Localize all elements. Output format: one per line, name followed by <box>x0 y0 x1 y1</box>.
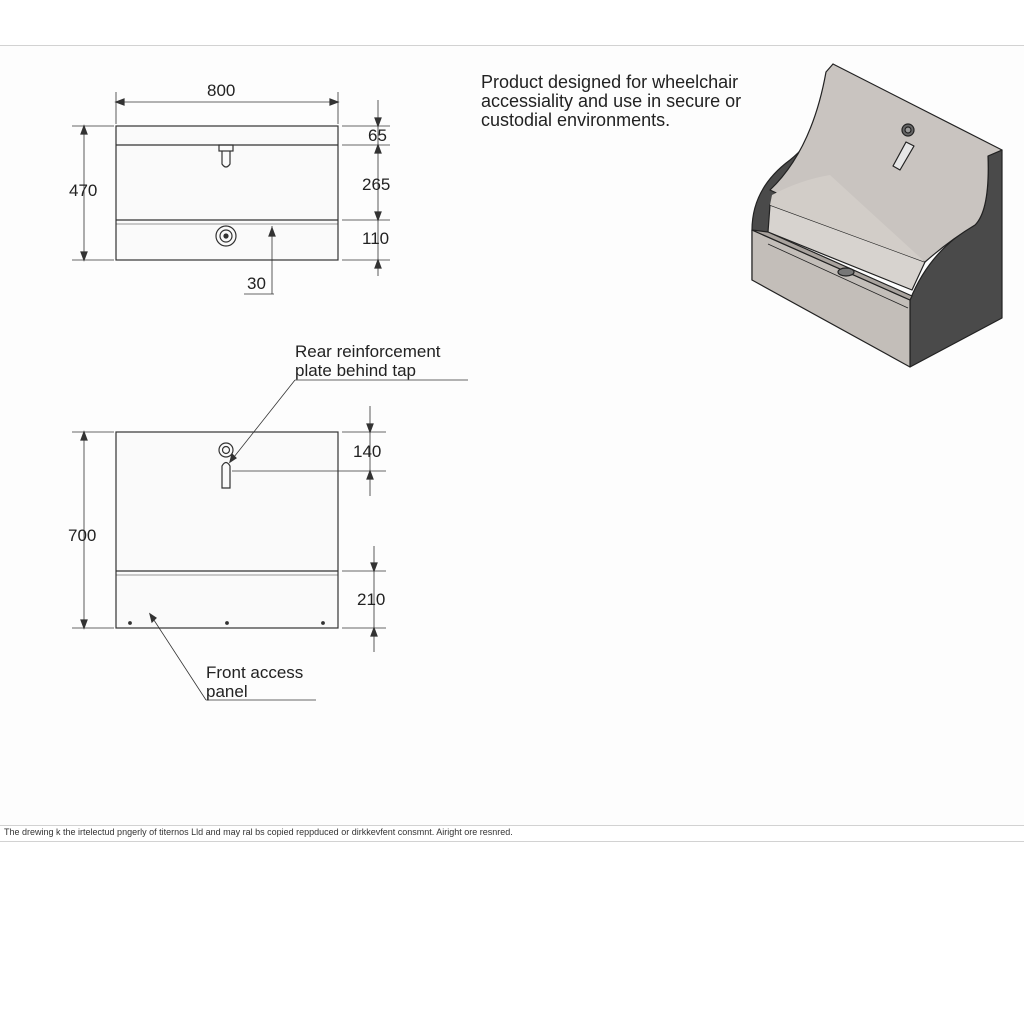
copyright-footer: The drewing k the irtelectud pngerly of titernos Lld and may ral bs copied reppduced or dirkkevfent consmnt. Airight ore resnred. <box>4 827 513 837</box>
dim-label-width: 800 <box>207 81 236 100</box>
footer-top-line <box>0 825 1024 826</box>
dim-label-waste-offset: 30 <box>247 274 266 293</box>
callout-rear-line2: plate behind tap <box>295 361 416 380</box>
note-line1: Product designed for wheelchair <box>481 72 739 92</box>
dim-label-panel: 210 <box>357 590 386 609</box>
dim-label-front: 110 <box>362 229 390 248</box>
note-line3: custodial environments. <box>481 110 671 130</box>
footer-bottom-line <box>0 841 1024 842</box>
dim-label-depth: 470 <box>69 181 98 200</box>
callout-panel-line1: Front access <box>206 663 304 682</box>
iso-waste <box>838 268 854 276</box>
callout-panel-line2: panel <box>206 682 248 701</box>
dim-label-basin: 265 <box>362 175 391 194</box>
dim-label-upstand: 65 <box>368 126 387 145</box>
note-line2: accessiality and use in secure or <box>481 91 742 111</box>
dim-label-height: 700 <box>68 526 97 545</box>
callout-rear-line1: Rear reinforcement <box>295 342 441 361</box>
dim-label-tap: 140 <box>353 442 382 461</box>
